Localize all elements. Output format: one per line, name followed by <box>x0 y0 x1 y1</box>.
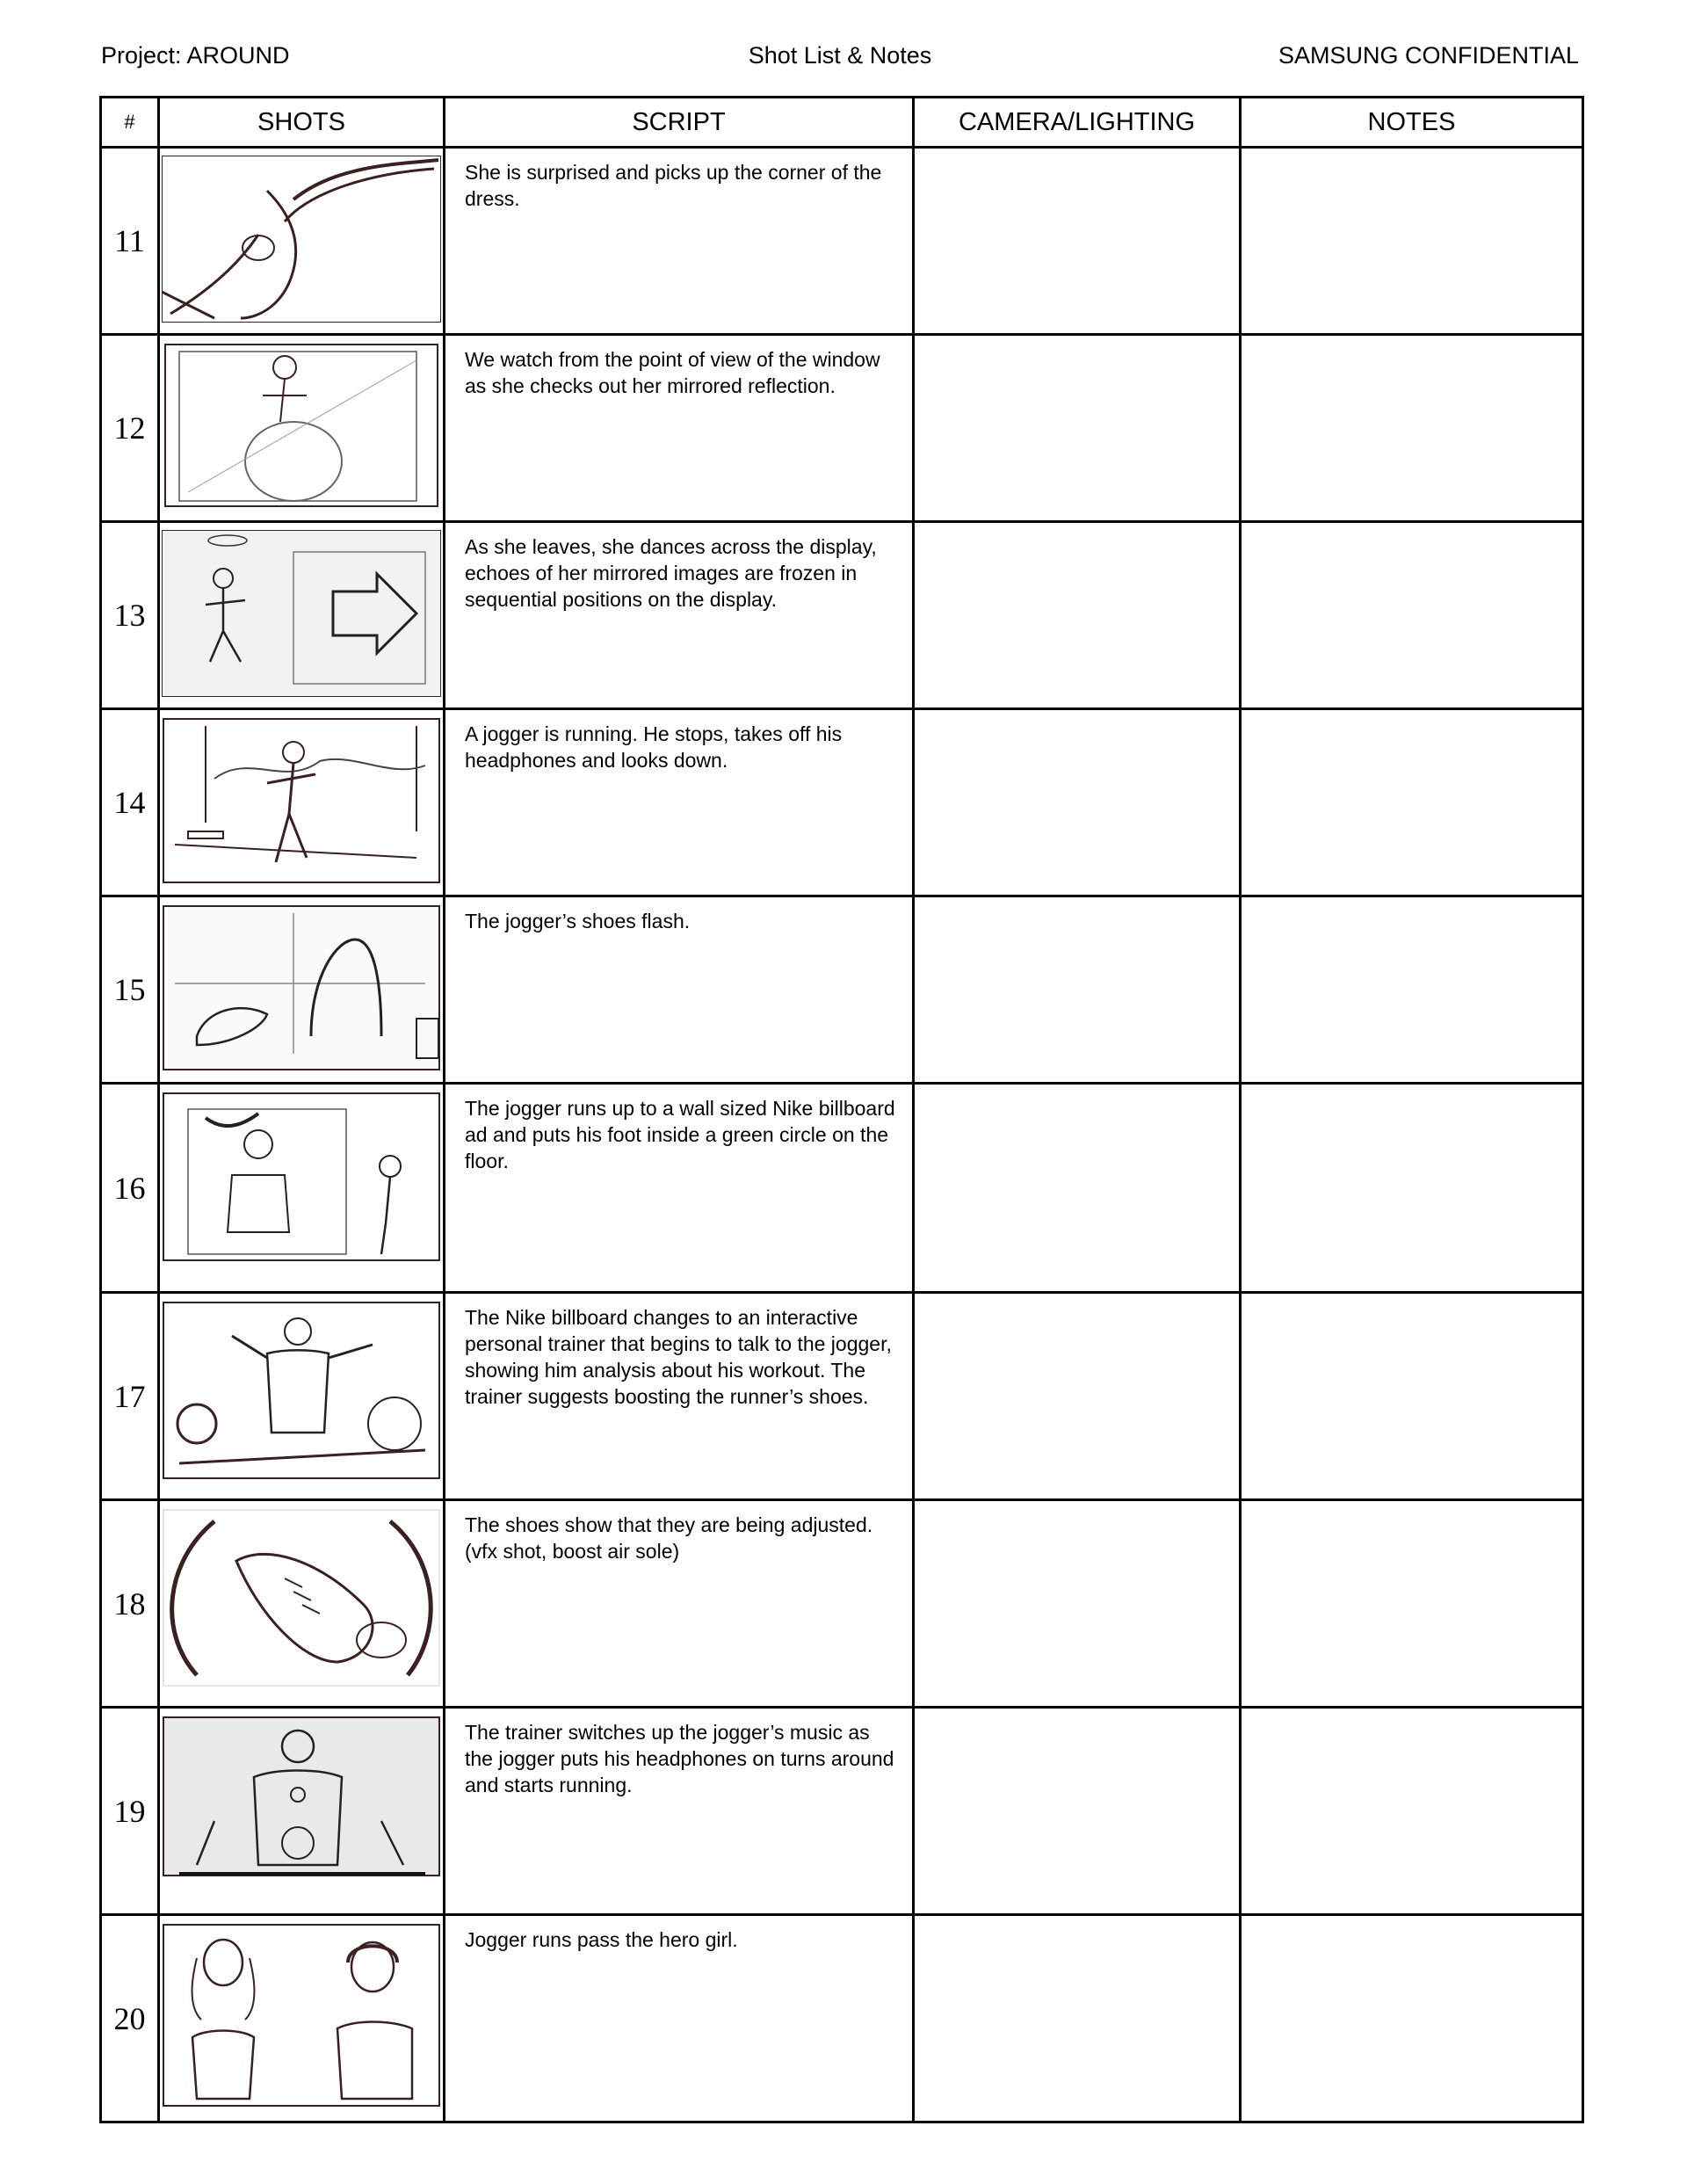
camera-lighting-cell[interactable] <box>914 1084 1241 1293</box>
table-header-row <box>101 98 1583 148</box>
script-text: The jogger runs up to a wall sized Nike billboard ad and puts his foot inside a green circle on the floor. <box>445 1084 914 1293</box>
project-label: Project: AROUND <box>101 42 290 69</box>
script-text: The Nike billboard changes to an interactive personal trainer that begins to talk to the jogger, showing him analysis about his workout. The trainer suggests boosting the runner’s shoes. <box>445 1293 914 1500</box>
confidential-label: SAMSUNG CONFIDENTIAL <box>1278 42 1579 69</box>
shot-thumbnail <box>159 709 445 896</box>
table-row <box>101 1915 1583 2122</box>
shot-number: 17 <box>101 1293 159 1500</box>
notes-cell[interactable] <box>1241 148 1583 335</box>
script-text: A jogger is running. He stops, takes off his headphones and looks down. <box>445 709 914 896</box>
sketch-trainer-music <box>162 1716 441 1900</box>
page-header <box>101 42 1579 77</box>
column-header-shots: SHOTS <box>159 98 445 148</box>
script-text: She is surprised and picks up the corner of the dress. <box>445 148 914 335</box>
shot-thumbnail <box>159 148 445 335</box>
camera-lighting-cell[interactable] <box>914 1293 1241 1500</box>
script-text: The shoes show that they are being adjusted.(vfx shot, boost air sole) <box>445 1500 914 1708</box>
script-text: As she leaves, she dances across the display, echoes of her mirrored images are frozen in sequential positions on the display. <box>445 522 914 709</box>
table-row <box>101 522 1583 709</box>
sketch-woman-in-window <box>162 343 441 510</box>
notes-cell[interactable] <box>1241 896 1583 1084</box>
shot-number: 12 <box>101 335 159 522</box>
table-row <box>101 1293 1583 1500</box>
shot-thumbnail <box>159 1708 445 1915</box>
shot-number: 16 <box>101 1084 159 1293</box>
camera-lighting-cell[interactable] <box>914 896 1241 1084</box>
table-row <box>101 709 1583 896</box>
shot-number: 18 <box>101 1500 159 1708</box>
notes-cell[interactable] <box>1241 1708 1583 1915</box>
shot-number: 11 <box>101 148 159 335</box>
shot-list-table <box>99 96 1584 2123</box>
shot-thumbnail <box>159 1500 445 1708</box>
shot-number: 14 <box>101 709 159 896</box>
table-row <box>101 335 1583 522</box>
shot-number: 20 <box>101 1915 159 2122</box>
shot-number: 13 <box>101 522 159 709</box>
table-row <box>101 148 1583 335</box>
sketch-woman-dancing-arrow <box>162 530 441 697</box>
script-text: Jogger runs pass the hero girl. <box>445 1915 914 2122</box>
column-header-camera: CAMERA/LIGHTING <box>914 98 1241 148</box>
sketch-jogger-running <box>162 717 441 884</box>
sketch-billboard-jogger <box>162 1092 441 1276</box>
notes-cell[interactable] <box>1241 1915 1583 2122</box>
script-text: The trainer switches up the jogger’s music as the jogger puts his headphones on turns around and starts running. <box>445 1708 914 1915</box>
sketch-shoes-flash <box>162 904 441 1071</box>
shot-number: 15 <box>101 896 159 1084</box>
shot-thumbnail <box>159 1084 445 1293</box>
camera-lighting-cell[interactable] <box>914 522 1241 709</box>
column-header-script: SCRIPT <box>445 98 914 148</box>
sketch-jogger-passes-girl <box>162 1923 441 2108</box>
camera-lighting-cell[interactable] <box>914 1500 1241 1708</box>
notes-cell[interactable] <box>1241 709 1583 896</box>
sketch-hand-lifting-dress <box>162 156 441 323</box>
camera-lighting-cell[interactable] <box>914 1708 1241 1915</box>
shot-thumbnail <box>159 335 445 522</box>
table-row <box>101 1708 1583 1915</box>
camera-lighting-cell[interactable] <box>914 709 1241 896</box>
script-text: We watch from the point of view of the window as she checks out her mirrored reflection. <box>445 335 914 522</box>
notes-cell[interactable] <box>1241 1084 1583 1293</box>
camera-lighting-cell[interactable] <box>914 1915 1241 2122</box>
notes-cell[interactable] <box>1241 1293 1583 1500</box>
notes-cell[interactable] <box>1241 335 1583 522</box>
shot-thumbnail <box>159 522 445 709</box>
sketch-personal-trainer <box>162 1301 441 1485</box>
table-row <box>101 1500 1583 1708</box>
notes-cell[interactable] <box>1241 522 1583 709</box>
shot-thumbnail <box>159 1293 445 1500</box>
shot-number: 19 <box>101 1708 159 1915</box>
camera-lighting-cell[interactable] <box>914 335 1241 522</box>
notes-cell[interactable] <box>1241 1500 1583 1708</box>
camera-lighting-cell[interactable] <box>914 148 1241 335</box>
column-header-notes: NOTES <box>1241 98 1583 148</box>
script-text: The jogger’s shoes flash. <box>445 896 914 1084</box>
page-title: Shot List & Notes <box>748 42 932 69</box>
table-row <box>101 896 1583 1084</box>
table-row <box>101 1084 1583 1293</box>
column-header-number: # <box>101 98 159 148</box>
sketch-shoe-adjust <box>162 1508 441 1693</box>
shot-thumbnail <box>159 1915 445 2122</box>
shot-thumbnail <box>159 896 445 1084</box>
